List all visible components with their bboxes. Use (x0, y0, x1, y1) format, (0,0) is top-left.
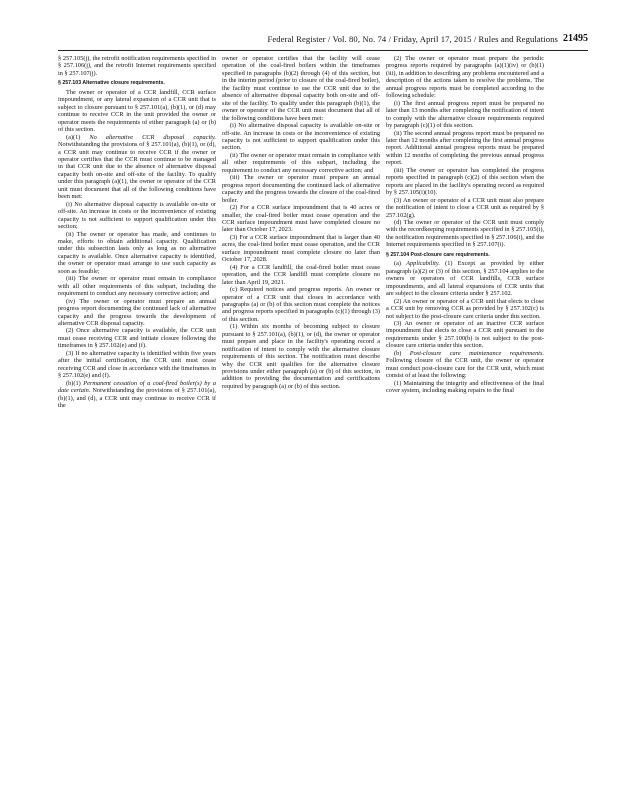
paragraph: (ii) The owner or operator must remain in compliance with all other requirements of this subpart, including the requirement to conduct any necessary corrective action; and (222, 151, 380, 174)
paragraph: (iv) The owner or operator must prepare an annual progress report documenting the continued lack of alternative capacity and the progress towards the development of alternative CCR disposal capacity. (58, 297, 216, 327)
paragraph-lead: (b) (394, 349, 402, 357)
paragraph: (iii) The owner or operator must prepare an annual progress report documenting the continued lack of alternative capacity and the progress towards the closure of the coal-fired boiler. (222, 174, 380, 204)
paragraph: owner or operator certifies that the facility will cease operation of the coal-fired boilers within the timeframes specified in paragraphs (b)(2) through (4) of this section, but in the interim period (prior to closure of the coal-fired boiler), the facility must continue to use the CCR unit due to the absence of alternative disposal capacity both on-site and off-site of the facility. To qualify under this paragraph (b)(1), the owner or operator of the CCR unit must document that all of the following conditions have been met: (222, 55, 380, 122)
paragraph-italic-heading: No alternative CCR disposal capacity. (89, 133, 216, 141)
paragraph-italic-heading: Applicability. (406, 260, 440, 268)
paragraph: (1) Maintaining the integrity and effectiveness of the final cover system, including making repairs to the final (386, 379, 544, 395)
paragraph (58, 380, 216, 410)
paragraph-lead: (a) (394, 260, 401, 268)
paragraph-italic-heading: Permanent cessation of a coal-fired boiler(s) by a date certain. (58, 379, 216, 395)
paragraph: (3) An owner or operator of a CCR unit must also prepare the notification of intent to close a CCR unit as required by § 257.102(g). (386, 196, 544, 219)
paragraph: (iii) The owner or operator has completed the progress reports specified in paragraph (c)(2) of this section when the reports are placed in the facility's operating record as required by § 257.105(i)(10). (386, 166, 544, 197)
page-number: 21495 (563, 33, 588, 44)
paragraph-italic-heading: Post-closure care maintenance requirements. (409, 349, 545, 357)
paragraph: (ii) The owner or operator has made, and continues to make, efforts to obtain additional capacity. Qualification under this subsection lasts only as long as no alternative capacity is available. Once alternative capacity is identified, the owner or operator must arrange to use such capacity as soon as feasible; (58, 230, 216, 275)
paragraph: (2) For a CCR surface impoundment that is 40 acres or smaller, the coal-fired boiler must cease operation and the CCR surface impoundment must have completed closure no later than October 17, 2023. (222, 204, 380, 234)
paragraph: (i) The first annual progress report must be prepared no later than 13 months after completing the notification of intent to comply with the alternative closure requirements required by paragraph (c)(1) of this section. (386, 99, 544, 130)
text-column-1 (58, 55, 216, 409)
paragraph (386, 350, 544, 380)
paragraph: (ii) The second annual progress report must be prepared no later than 12 months after completing the first annual progress report. Additional annual progress reports must be prepared within 12 months of completing the previous annual progress report. (386, 129, 544, 167)
paragraph: (1) Within six months of becoming subject to closure pursuant to § 257.101(a), (b)(1), or (d), the owner or operator must prepare and place in the facility's operating record a notification of intent to comply with the alternative closure requirements of this section. The notification must describe why the CCR unit qualifies for the alternative closure provisions under either paragraph (a) or (b) of this section, in addition to providing the documentation and certifications required by paragraph (a) or (b) of this section. (222, 323, 380, 390)
paragraph: (3) An owner or operator of an inactive CCR surface impoundment that elects to close a CCR unit pursuant to the requirements under § 257.100(b) is not subject to the post-closure care criteria under this section. (386, 320, 544, 350)
paragraph: (2) Once alternative capacity is available, the CCR unit must cease receiving CCR and initiate closure following the timeframes in § 257.102(e) and (f). (58, 327, 216, 350)
paragraph-lead: (b)(1) (66, 379, 81, 387)
paragraph: (2) The owner or operator must prepare the periodic progress reports required by paragraphs (a)(1)(iv) or (b)(1)(iii), in addition to describing any problems encountered and a description of the actions taken to resolve the problems. The annual progress reports must be completed according to the following schedule: (386, 55, 544, 100)
paragraph: The owner or operator of a CCR landfill, CCR surface impoundment, or any lateral expansion of a CCR unit that is subject to closure pursuant to § 257.101(a), (b)(1), or (d) may continue to receive CCR in the unit provided the owner or operator meets the requirements of either paragraph (a) or (b) of this section. (58, 88, 216, 134)
paragraph: (2) An owner or operator of a CCR unit that elects to close a CCR unit by removing CCR as provided by § 257.102(c) is not subject to the post-closure care criteria under this section. (386, 297, 544, 320)
header-rule (58, 50, 588, 51)
paragraph (58, 134, 216, 201)
text-column-2 (222, 55, 380, 390)
paragraph: § 257.105(j), the retrofit notification requirements specified in § 257.106(j), and the retrofit Internet requirements specified in § 257.107(j). (58, 55, 216, 77)
paragraph: (i) No alternative disposal capacity is available on-site or off-site. An increase in costs or the inconvenience of existing capacity is not sufficient to support qualification under this section; (58, 200, 216, 231)
section-heading: § 257.104 Post-closure care requirements. (386, 251, 490, 258)
paragraph: (4) For a CCR landfill, the coal-fired boiler must cease operation, and the CCR landfill must complete closure no later than April 19, 2021. (222, 263, 380, 286)
paragraph: (i) No alternative disposal capacity is available on-site or off-site. An increase in costs or the inconvenience of existing capacity is not sufficient to support qualification under this section. (222, 122, 380, 152)
paragraph: (c) Required notices and progress reports. An owner or operator of a CCR unit that closes in accordance with paragraphs (a) or (b) of this section must complete the notices and progress reports specified in paragraphs (c)(1) through (3) of this section. (222, 286, 380, 323)
paragraph-body: Notwithstanding the provisions of § 257.101(a), (b)(1), and (d), a CCR unit may continue to receive CCR if the (58, 387, 216, 409)
paragraph-body: (1) Except as provided by either paragraph (a)(2) or (3) of this section, § 257.104 applies to the owners or operators of CCR landfills, CCR surface impoundments, and all lateral expansions of CCR units that are subject to the closure criteria under § 257.102. (386, 260, 545, 298)
paragraph: (iii) The owner or operator must remain in compliance with all other requirements of this subpart, including the requirement to conduct any necessary corrective action; and (58, 275, 216, 298)
text-column-3 (386, 55, 544, 395)
paragraph: (d) The owner or operator of the CCR unit must comply with the recordkeeping requirements specified in § 257.105(i), the notification requirements specified in § 257.106(i), and the Internet requirements specified in § 257.107(i). (386, 218, 544, 249)
section-heading: § 257.103 Alternative closure requirements. (58, 80, 165, 87)
paragraph: (3) If no alternative capacity is identified within five years after the initial certification, the CCR unit must cease receiving CCR and close in accordance with the timeframes in § 257.102(e) and (f). (58, 349, 216, 380)
paragraph: (3) For a CCR surface impoundment that is larger than 40 acres, the coal-fired boiler must cease operation, and the CCR surface impoundment must complete closure no later than October 17, 2028. (222, 233, 380, 264)
paragraph-body: Following closure of the CCR unit, the owner or operator must conduct post-closure care for the CCR unit, which must consist of at least the following: (386, 357, 544, 380)
page-header (58, 34, 588, 48)
paragraph-lead: (a)(1) (66, 133, 81, 141)
running-title: Federal Register / Vol. 80, No. 74 / Friday, April 17, 2015 / Rules and Regulations (267, 34, 558, 44)
paragraph (386, 260, 544, 297)
paragraph-body: Notwithstanding the provisions of § 257.101(a), (b)(1), or (d), a CCR unit may continue to receive CCR if the owner or operator certifies that the CCR must continue to be managed in that CCR unit due to the absence of alternative disposal capacity both on-site and off-site of the facility. To qualify under this paragraph (a)(1), the owner or operator of the CCR unit must document that all of the following conditions have been met: (58, 141, 216, 201)
